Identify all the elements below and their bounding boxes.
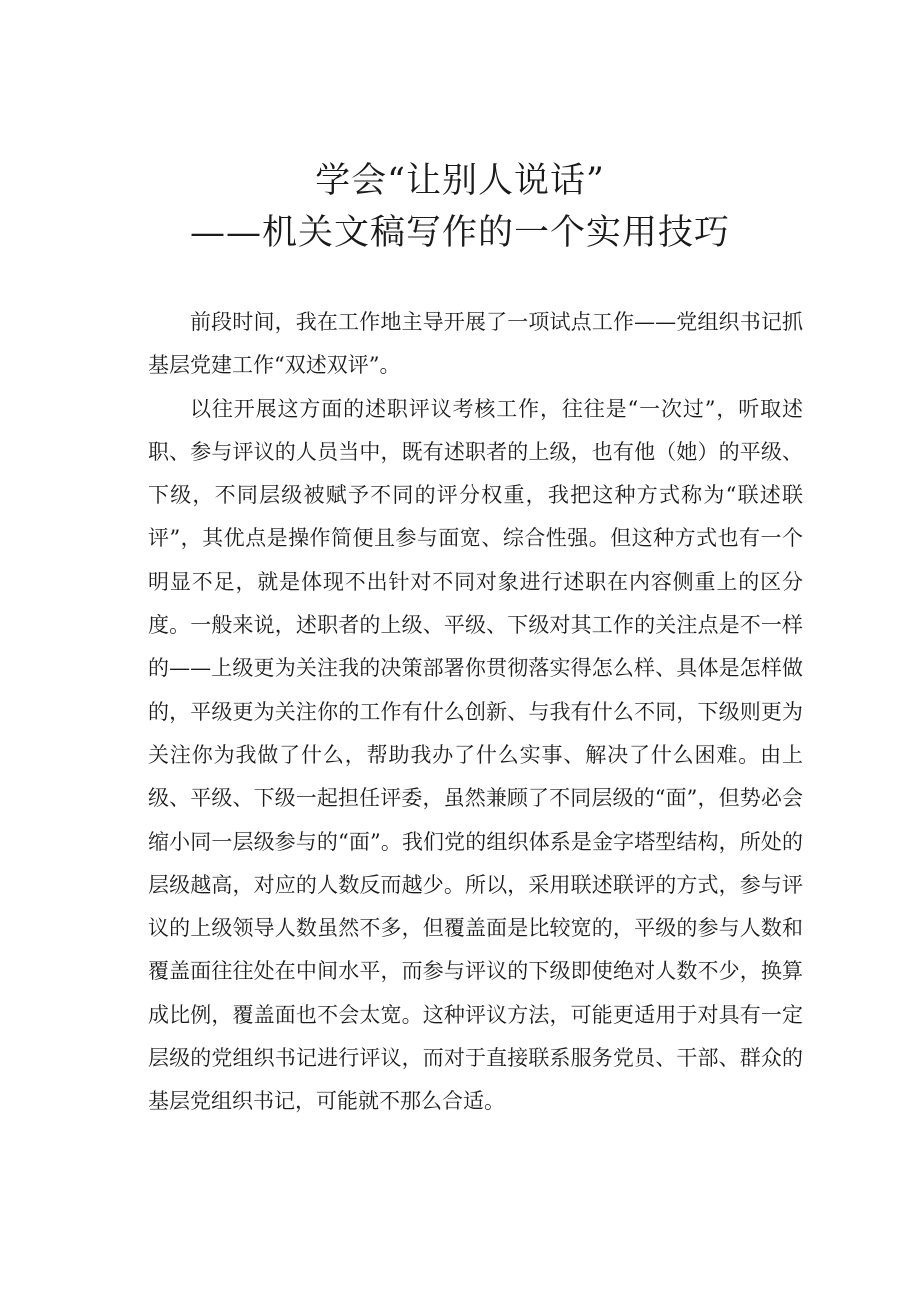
paragraph-1: 前段时间，我在工作地主导开展了一项试点工作——党组织书记抓基层党建工作“双述双评”。: [148, 310, 803, 378]
document-title: [0, 155, 920, 259]
title-main: 学会“让别人说话”: [315, 161, 605, 201]
document-body: [148, 301, 803, 1124]
title-subtitle: ——机关文稿写作的一个实用技巧: [189, 213, 730, 253]
paragraph-2: 以往开展这方面的述职评议考核工作，往往是“一次过”，听取述职、参与评议的人员当中，既有述职者的上级，也有他（她）的平级、下级，不同层级被赋予不同的评分权重，我把这种方式称为“联述联评”，其优点是操作简便且参与面宽、综合性强。但这种方式也有一个明显不足，就是体现不出针对不同对象进行述职在内容侧重上的区分度。一般来说，述职者的上级、平级、下级对其工作的关注点是不一样的——上级更为关注我的决策部署你贯彻落实得怎么样、具体是怎样做的，平级更为关注你的工作有什么创新、与我有什么不同，下级则更为关注你为我做了什么，帮助我办了什么实事、解决了什么困难。由上级、平级、下级一起担任评委，虽然兼顾了不同层级的“面”，但势必会缩小同一层级参与的“面”。我们党的组织体系是金字塔型结构，所处的层级越高，对应的人数反而越少。所以，采用联述联评的方式，参与评议的上级领导人数虽然不多，但覆盖面是比较宽的，平级的参与人数和覆盖面往往处在中间水平，而参与评议的下级即使绝对人数不少，换算成比例，覆盖面也不会太宽。这种评议方法，可能更适用于对具有一定层级的党组织书记进行评议，而对于直接联系服务党员、干部、群众的基层党组织书记，可能就不那么合适。: [148, 396, 803, 1114]
